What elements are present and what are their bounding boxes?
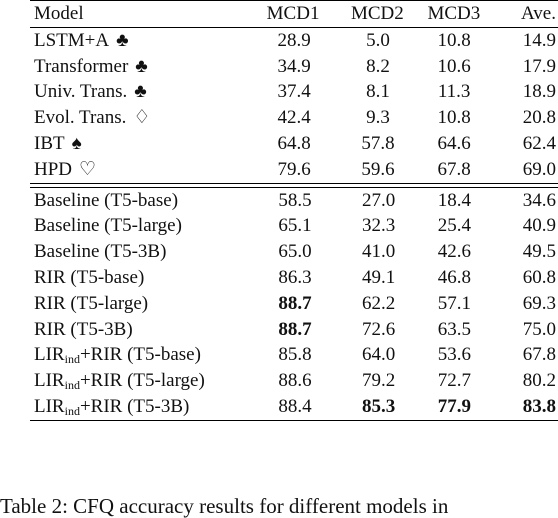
row-model: $LIR_{ind}+RIR$ (T5-large) xyxy=(34,370,205,393)
cell-mcd2: 62.2 xyxy=(361,292,396,314)
cell-mcd1: 42.4 xyxy=(277,107,311,129)
cell-mcd3: 67.8 xyxy=(437,158,471,180)
table-row xyxy=(30,157,558,183)
cell-mcd2: 49.1 xyxy=(361,266,396,288)
cell-mcd1: 88.6 xyxy=(278,370,312,392)
cell-mcd3: 42.6 xyxy=(437,241,472,263)
diamond-icon: ♢ xyxy=(133,107,151,129)
cell-ave: 40.9 xyxy=(522,215,556,237)
cell-mcd1: 88.7 xyxy=(278,318,312,340)
cell-ave: 20.8 xyxy=(522,107,556,129)
cell-mcd2: 64.0 xyxy=(361,344,396,366)
table-row xyxy=(30,105,558,131)
table-row xyxy=(30,394,558,420)
cell-mcd3: 11.3 xyxy=(437,81,471,103)
table-row xyxy=(30,28,558,54)
cell-mcd1: 37.4 xyxy=(277,81,311,103)
row-model: Transformer xyxy=(34,55,129,77)
cell-mcd1: 79.6 xyxy=(277,158,311,180)
cell-mcd3: 64.6 xyxy=(437,132,471,154)
table-row xyxy=(30,239,558,265)
cell-ave: 69.3 xyxy=(522,292,556,314)
cell-mcd3: 10.6 xyxy=(437,55,471,77)
cell-mcd1: 34.9 xyxy=(277,55,311,77)
heart-icon: ♡ xyxy=(79,158,97,180)
table-row xyxy=(30,54,558,80)
cell-mcd3: 63.5 xyxy=(437,318,472,340)
results-table xyxy=(30,0,558,421)
header-mcd3: MCD3 xyxy=(427,3,481,24)
table-row xyxy=(30,368,558,394)
cell-mcd3: 10.8 xyxy=(437,107,471,129)
cell-mcd2: 8.1 xyxy=(366,81,390,103)
cell-mcd2: 41.0 xyxy=(361,241,396,263)
cell-mcd2: 79.2 xyxy=(361,370,396,392)
table-row xyxy=(30,79,558,105)
row-model: Evol. Trans. xyxy=(34,107,127,129)
table-row xyxy=(30,188,558,214)
row-model: IBT xyxy=(34,132,65,154)
table-caption: Table 2: CFQ accuracy results for different models in xyxy=(0,494,449,518)
cell-ave: 75.0 xyxy=(522,318,556,340)
header-mcd1: MCD1 xyxy=(266,3,320,24)
cell-mcd1: 64.8 xyxy=(277,132,311,154)
spade-icon: ♠ xyxy=(71,132,82,154)
cell-mcd1: 86.3 xyxy=(278,266,312,288)
cell-mcd2: 27.0 xyxy=(361,189,396,211)
cell-mcd1: 88.4 xyxy=(278,395,312,417)
row-model: HPD xyxy=(34,158,73,180)
cell-mcd1: 65.1 xyxy=(278,215,312,237)
header-table xyxy=(30,1,558,27)
cell-mcd2: 9.3 xyxy=(366,107,390,129)
cell-mcd3: 18.4 xyxy=(437,189,472,211)
row-model: Baseline (T5-large) xyxy=(34,215,182,237)
header-ave: Ave. xyxy=(521,3,556,24)
cell-ave: 18.9 xyxy=(522,81,556,103)
cell-ave: 80.2 xyxy=(522,370,556,392)
row-model: $LIR_{ind}+RIR$ (T5-base) xyxy=(34,344,201,367)
cell-mcd3: 72.7 xyxy=(437,370,472,392)
table-row xyxy=(30,213,558,239)
cell-ave: 14.9 xyxy=(522,29,556,51)
table-row xyxy=(30,265,558,291)
cell-mcd2: 72.6 xyxy=(361,318,396,340)
cell-mcd1: 85.8 xyxy=(278,344,312,366)
cell-mcd1: 88.7 xyxy=(278,292,312,314)
cell-mcd1: 58.5 xyxy=(278,189,312,211)
table-row xyxy=(30,131,558,157)
cell-mcd2: 59.6 xyxy=(361,158,395,180)
cell-ave: 67.8 xyxy=(522,344,556,366)
prior-work-table xyxy=(30,28,558,183)
table-row xyxy=(30,291,558,317)
row-model: Univ. Trans. xyxy=(34,81,128,103)
cell-ave: 69.0 xyxy=(522,158,556,180)
row-model: LSTM+A xyxy=(34,29,110,51)
cell-mcd1: 28.9 xyxy=(277,29,311,51)
cell-mcd3: 10.8 xyxy=(437,29,471,51)
club-icon: ♣ xyxy=(116,29,129,51)
cell-mcd2: 57.8 xyxy=(361,132,395,154)
row-model: Baseline (T5-base) xyxy=(34,189,179,211)
cell-ave: 17.9 xyxy=(522,55,556,77)
club-icon: ♣ xyxy=(135,55,148,77)
cell-ave: 34.6 xyxy=(522,189,556,211)
header-model: Model xyxy=(34,3,84,24)
club-icon: ♣ xyxy=(134,81,147,103)
cell-mcd3: 53.6 xyxy=(437,344,472,366)
our-results-table xyxy=(30,188,558,420)
cell-mcd2: 8.2 xyxy=(366,55,390,77)
cell-ave: 49.5 xyxy=(522,241,556,263)
header-mcd2: MCD2 xyxy=(350,3,404,24)
cell-mcd3: 46.8 xyxy=(437,266,472,288)
row-model: RIR (T5-base) xyxy=(34,266,145,288)
cell-ave: 60.8 xyxy=(522,266,556,288)
bottom-rule xyxy=(30,420,558,421)
cell-ave: 83.8 xyxy=(522,395,556,417)
header-row xyxy=(30,1,558,27)
cell-mcd3: 57.1 xyxy=(437,292,472,314)
table-row xyxy=(30,317,558,343)
cell-mcd2: 85.3 xyxy=(361,395,396,417)
cell-mcd2: 5.0 xyxy=(366,29,390,51)
cell-mcd3: 77.9 xyxy=(437,395,472,417)
row-model: RIR (T5-3B) xyxy=(34,318,133,340)
table-row xyxy=(30,342,558,368)
cell-mcd2: 32.3 xyxy=(361,215,396,237)
cell-mcd1: 65.0 xyxy=(278,241,312,263)
row-model: Baseline (T5-3B) xyxy=(34,241,167,263)
row-model: RIR (T5-large) xyxy=(34,292,149,314)
row-model: $LIR_{ind}+RIR$ (T5-3B) xyxy=(34,395,190,418)
cell-mcd3: 25.4 xyxy=(437,215,472,237)
cell-ave: 62.4 xyxy=(522,132,556,154)
